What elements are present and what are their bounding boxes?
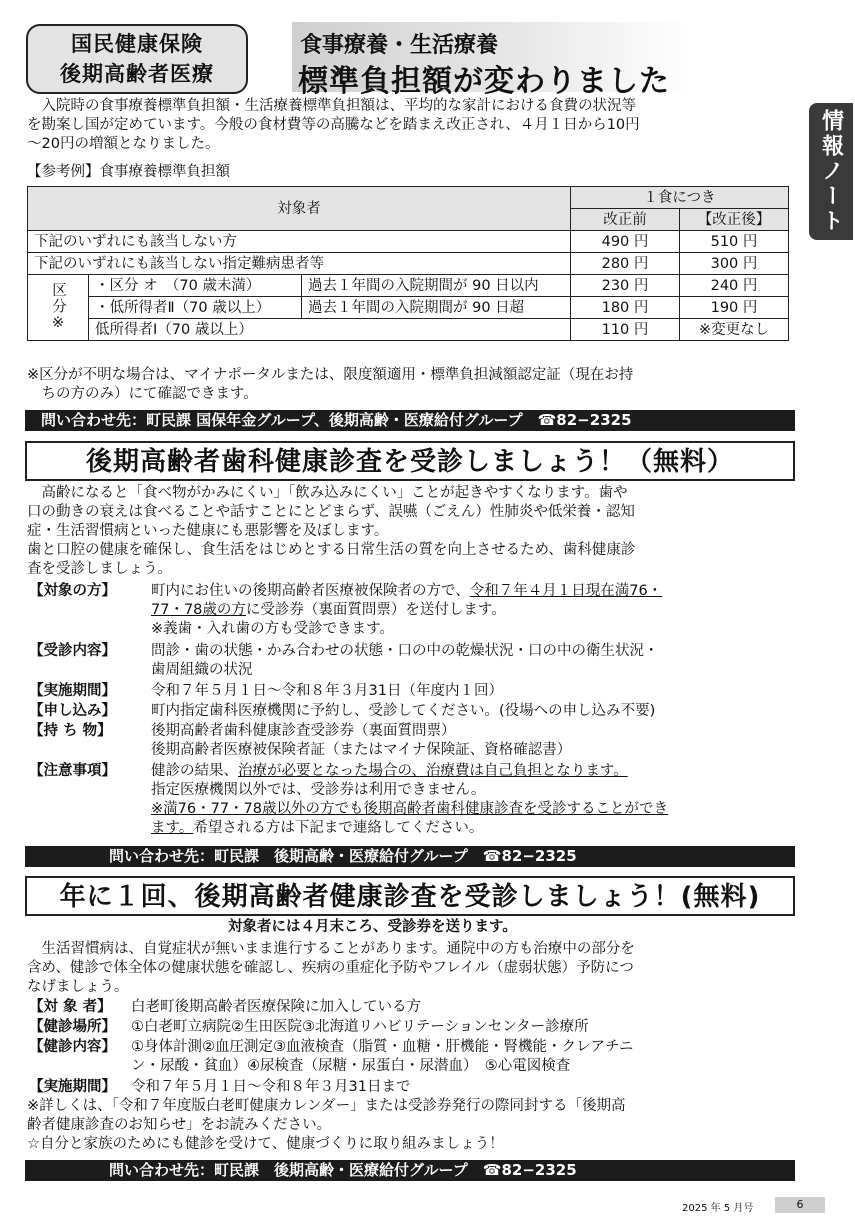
caution-text [151,819,801,838]
table-row [28,253,789,275]
place-text: ①白老町立病院②生田医院③北海道リハビリテーションセンター診療所 [131,1019,589,1035]
content-text: 歯周組織の状況 [151,662,253,678]
side-tab [809,103,853,240]
row-before: 230 円 [571,275,680,297]
header-after: 【改正後】 [680,209,789,231]
page-subtitle: 食事療養・生活療養 [300,33,499,58]
row-label: 過去１年間の入院期間が 90 日超 [302,297,571,319]
content-label: 【受診内容】 [29,643,116,659]
period-label: 【実施期間】 [29,1079,116,1095]
header-target: 対象者 [28,187,571,231]
section-title: 年に１回、後期高齢者健康診査を受診しましょう！(無料) [25,876,795,916]
header-before: 改正前 [571,209,680,231]
place-label: 【健診場所】 [29,1019,116,1035]
intro-line: 歯と口腔の健康を確保し、食生活をはじめとする日常生活の質を向上させるため、歯科健康診 [27,542,636,558]
intro-line: 査を受診しましょう。 [27,561,172,577]
lead-text: 対象者には４月末ころ、受診券を送ります。 [228,919,517,935]
category-line2: 後期高齢者医療 [60,62,214,86]
content-text: ①身体計測②血圧測定③血液検査（脂質・血糖・肝機能・腎機能・クレアチニ [131,1039,634,1055]
target-label: 【対 象 者】 [29,999,112,1015]
content-text: ン・尿酸・貧血）④尿検査（尿糖・尿蛋白・尿潜血） ⑤心電図検査 [131,1058,571,1074]
caution-label: 【注意事項】 [29,763,116,779]
target-label: 【対象の方】 [29,583,116,599]
period-text: 令和７年５月１日〜令和８年３月31日（年度内１回） [151,683,503,699]
caution-text: ※満76・77・78歳以外の方でも後期高齢者歯科健康診査を受診することができ [151,801,668,817]
apply-text: 町内指定歯科医療機関に予約し、受診してください。(役場への申し込み不要) [151,703,656,719]
target-note: ※義歯・入れ歯の方も受診できます。 [151,621,394,637]
row-label: 下記のいずれにも該当しない指定難病患者等 [28,253,571,275]
target-text-b: 令和７年４月１日現在満76・ [469,583,663,599]
caution-text: 指定医療機関以外では、受診券は利用できません。 [151,782,486,798]
table-caption: 【参考例】食事療養標準負担額 [27,164,230,180]
page-title: 標準負担額が変わりました [298,64,670,99]
row-before: 280 円 [571,253,680,275]
row-after: 240 円 [680,275,789,297]
caution-text-a: ます。 [151,820,194,836]
note-text: ※詳しくは、「令和７年度版白老町健康カレンダー」または受診券発行の際同封する「後期高 [27,1098,626,1114]
note-text: ☆自分と家族のためにも健診を受けて、健康づくりに取り組みましょう！ [27,1136,504,1152]
table-row [28,231,789,253]
target-text [151,582,801,601]
row-after: ※変更なし [680,319,789,341]
contact-bar: 問い合わせ先：町民課 国保年金グループ、後期高齢・医療給付グループ ☎82−2325 [25,410,795,431]
contact-bar: 問い合わせ先：町民課 後期高齢・医療給付グループ ☎82−2325 [25,1160,795,1181]
row-group: ・低所得者Ⅱ（70 歳以上） [89,297,302,319]
content-text: 問診・歯の状態・かみ合わせの状態・口の中の乾燥状況・口の中の衛生状況・ [151,643,659,659]
bring-label: 【持 ち 物】 [29,723,112,739]
intro-line: なげましょう。 [27,979,129,995]
intro-line: 含め、健診で体全体の健康状態を確認し、疾病の重症化予防やフレイル（虚弱状態）予防につ [27,960,634,976]
issue-label: 2025 年 5 月号 [682,1203,754,1214]
row-before: 110 円 [571,319,680,341]
target-text-b: に受診券（裏面質問票）を送付します。 [245,602,506,618]
target-text [151,601,801,620]
caution-text [151,762,801,781]
row-label: 低所得者Ⅰ（70 歳以上） [89,319,571,341]
intro-line: 生活習慣病は、自覚症状が無いまま進行することがあります。通院中の方も治療中の部分を [27,941,635,957]
bring-text: 後期高齢者医療被保険者証（またはマイナ保険証、資格確認書） [151,742,572,758]
table-note: ちの方のみ）にて確認できます。 [27,386,258,402]
row-after: 190 円 [680,297,789,319]
content-label: 【健診内容】 [29,1039,116,1055]
table-row [28,297,789,319]
table-row [28,275,789,297]
table-note: ※区分が不明な場合は、マイナポータルまたは、限度額適用・標準負担減額認定証（現在お持 [27,367,634,383]
intro-line: 症・生活習慣病といった健康にも悪影響を及ぼします。 [27,523,389,539]
contact-bar: 問い合わせ先：町民課 後期高齢・医療給付グループ ☎82−2325 [25,846,795,867]
fee-table [27,186,789,341]
target-text-a: 町内にお住いの後期高齢者医療被保険者の方で、 [151,583,470,599]
row-group: ・区分 オ （70 歳未満） [89,275,302,297]
target-text-a: 77・78歳の方 [151,602,246,618]
intro-line: 入院時の食事療養標準負担額・生活療養標準負担額は、平均的な家計における食費の状況等 [27,98,636,114]
row-after: 510 円 [680,231,789,253]
section-title: 後期高齢者歯科健康診査を受診しましょう！（無料） [25,441,795,481]
target-text: 白老町後期高齢者医療保険に加入している方 [131,999,421,1015]
row-after: 300 円 [680,253,789,275]
row-before: 180 円 [571,297,680,319]
table-row [28,319,789,341]
caution-text-a: 健診の結果、 [151,763,238,779]
intro-line: 高齢になると「食べ物がかみにくい」「飲み込みにくい」ことが起きやすくなります。歯や [27,485,628,501]
period-text: 令和７年５月１日〜令和８年３月31日まで [131,1079,411,1095]
period-label: 【実施期間】 [29,683,116,699]
bring-text: 後期高齢者歯科健康診査受診券（裏面質問票） [151,723,456,739]
side-tab-label: 情報ノート [818,109,844,234]
intro-line: を勘案し国が定めています。今般の食材費等の高騰などを踏まえ改正され、４月１日から10円 [27,117,640,133]
intro-line: 口の動きの衰えは食べることや話すことにとどまらず、誤嚥（ごえん）性肺炎や低栄養・認知 [27,504,635,520]
row-before: 490 円 [571,231,680,253]
row-label: 下記のいずれにも該当しない方 [28,231,571,253]
category-line1: 国民健康保険 [71,32,203,56]
page-number: 6 [775,1197,825,1213]
apply-label: 【申し込み】 [29,703,116,719]
caution-text-b: 治療が必要となった場合の、治療費は自己負担となります。 [238,763,628,779]
category-box [26,24,248,94]
note-text: 齢者健康診査のお知らせ」をお読みください。 [27,1117,332,1133]
caution-text-b: 希望される方は下記まで連絡してください。 [193,820,484,836]
header-per-meal: １食につき [571,187,789,209]
intro-line: 〜20円の増額となりました。 [27,136,220,152]
row-label: 過去１年間の入院期間が 90 日以内 [302,275,571,297]
kubun-label: 区分※ [28,275,89,341]
